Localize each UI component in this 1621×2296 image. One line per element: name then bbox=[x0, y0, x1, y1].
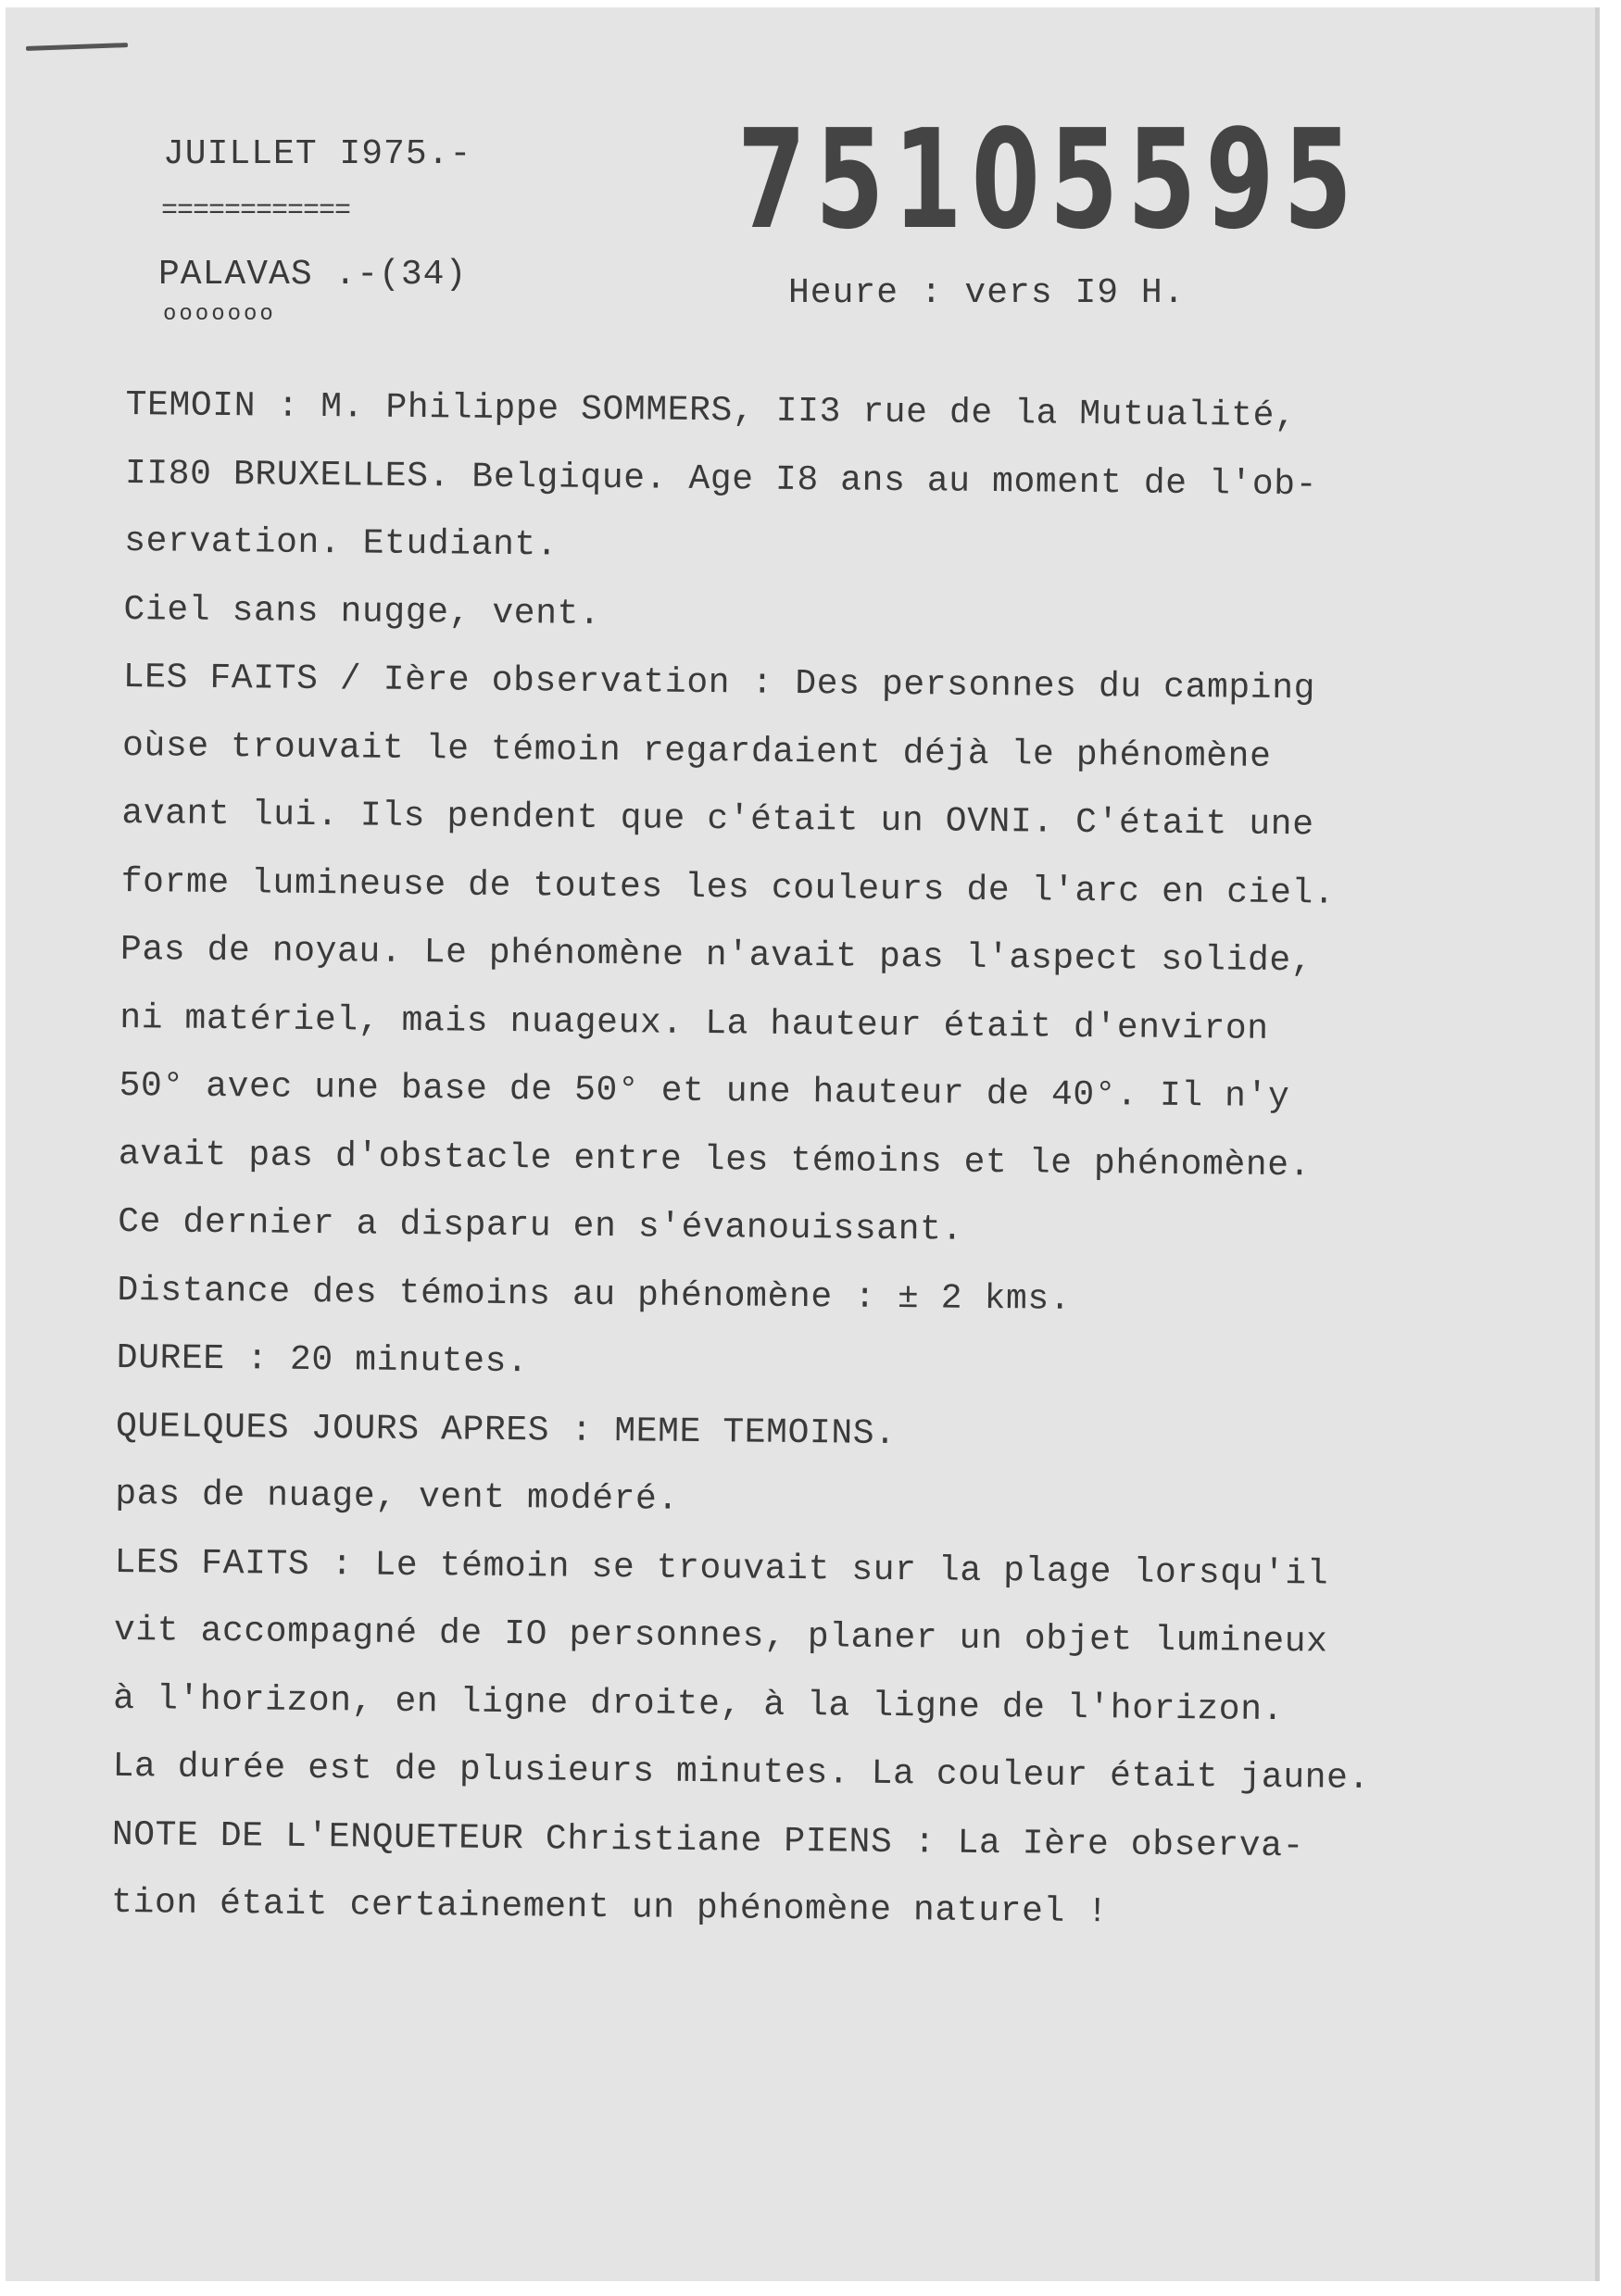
text-line: avait pas d'obstacle entre les témoins et le phénomène. bbox=[118, 1134, 1312, 1186]
report-date: JUILLET I975.- bbox=[163, 134, 472, 174]
pen-mark bbox=[26, 43, 128, 51]
report-location: PALAVAS .-(34) bbox=[158, 255, 468, 295]
text-line: Pas de noyau. Le phénomène n'avait pas l'aspect solide, bbox=[119, 929, 1313, 982]
observation-time: Heure : vers I9 H. bbox=[788, 273, 1186, 313]
date-underline: ============ bbox=[161, 195, 351, 227]
text-line: DUREE : 20 minutes. bbox=[116, 1337, 529, 1383]
text-line: 50° avec une base de 50° et une hauteur de 40°. Il n'y bbox=[119, 1065, 1290, 1118]
text-line: Ce dernier a disparu en s'évanouissant. bbox=[117, 1201, 964, 1250]
text-line: à l'horizon, en ligne droite, à la ligne de l'horizon. bbox=[113, 1678, 1285, 1730]
text-line: tion était certainement un phénomène naturel ! bbox=[110, 1882, 1109, 1933]
report-body bbox=[111, 371, 1552, 1951]
text-line: forme lumineuse de toutes les couleurs de l'arc en ciel. bbox=[120, 861, 1336, 914]
text-line: LES FAITS : Le témoin se trouvait sur la plage lorsqu'il bbox=[114, 1542, 1329, 1595]
text-line: TEMOIN : M. Philippe SOMMERS, II3 rue de la Mutualité, bbox=[125, 384, 1297, 437]
text-line: NOTE DE L'ENQUETEUR Christiane PIENS : La Ière observa- bbox=[111, 1814, 1305, 1866]
text-line: pas de nuage, vent modéré. bbox=[115, 1474, 680, 1520]
text-line: Ciel sans nugge, vent. bbox=[123, 589, 601, 634]
text-line: servation. Etudiant. bbox=[124, 521, 559, 566]
text-line: QUELQUES JOURS APRES : MEME TEMOINS. bbox=[115, 1406, 897, 1454]
text-line: Distance des témoins au phénomène : ± 2 kms. bbox=[117, 1270, 1072, 1320]
text-line: avant lui. Ils pendent que c'était un OVNI. C'était une bbox=[121, 793, 1314, 846]
text-line: vit accompagné de IO personnes, planer un objet lumineux bbox=[113, 1610, 1328, 1662]
text-line: II80 BRUXELLES. Belgique. Age I8 ans au moment de l'ob- bbox=[124, 453, 1318, 505]
case-number-stamp: 75105595 bbox=[737, 100, 1362, 259]
text-line: ni matériel, mais nuageux. La hauteur était d'environ bbox=[119, 997, 1269, 1049]
text-line: oùse trouvait le témoin regardaient déjà le phénomène bbox=[121, 725, 1272, 777]
text-line: LES FAITS / Ière observation : Des personnes du camping bbox=[122, 657, 1316, 709]
document-page bbox=[6, 7, 1595, 2281]
text-line: La durée est de plusieurs minutes. La couleur était jaune. bbox=[112, 1746, 1371, 1799]
page-edge bbox=[1595, 7, 1600, 2281]
location-underline: ooooooo bbox=[163, 302, 276, 327]
